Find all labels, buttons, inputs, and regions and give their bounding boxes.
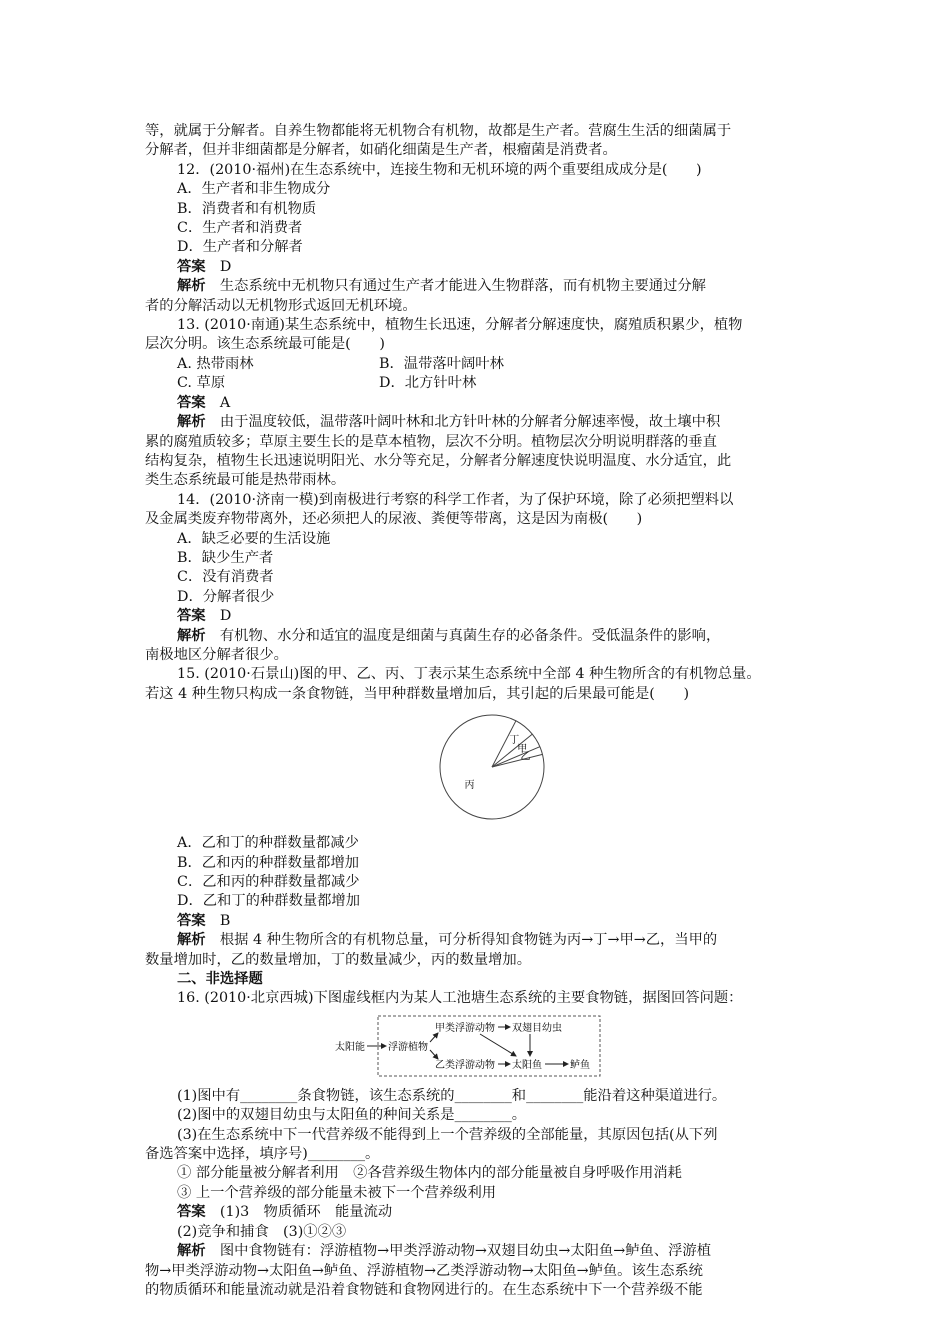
q14-option-b: B．缺少生产者 — [177, 549, 274, 566]
q12-explanation-cont: 者的分解活动以无机物形式返回无机环境。 — [145, 297, 417, 314]
food-chain-diagram — [335, 1013, 605, 1083]
q15-explanation — [145, 931, 813, 950]
answer-value: A — [205, 394, 231, 411]
q12-answer — [145, 258, 813, 277]
q14-answer — [145, 607, 813, 626]
q16-answer-cont: (2)竞争和捕食 (3)①②③ — [177, 1223, 347, 1240]
q13-explanation-cont-3: 类生态系统最可能是热带雨林。 — [145, 472, 346, 489]
node-sunfish: 太阳鱼 — [512, 1059, 542, 1071]
q14-explanation — [145, 627, 813, 646]
q12-option-b: B．消费者和有机物质 — [177, 200, 317, 217]
answer-value: D — [205, 258, 232, 275]
q16-answer — [145, 1203, 813, 1222]
explanation-text: 有机物、水分和适宜的温度是细菌与真菌生存的必备条件。受低温条件的影响， — [205, 627, 721, 644]
intro-line-1: 等，就属于分解者。自养生物都能将无机物合有机物，故都是生产者。营腐生生活的细菌属于 — [145, 123, 732, 139]
q15-option-b: B．乙和丙的种群数量都增加 — [177, 854, 360, 871]
explanation-label: 解析 — [177, 1243, 206, 1260]
explanation-text: 由于温度较低，温带落叶阔叶林和北方针叶林的分解者分解速率慢，故土壤中积 — [205, 414, 721, 431]
answer-label: 答案 — [177, 394, 206, 411]
q14-stem-2: 及金属类废弃物带离外，还必须把人的尿液、粪便等带离，这是因为南极( ) — [145, 511, 643, 528]
q16-sub-3b: 备选答案中选择，填序号)________。 — [145, 1146, 380, 1163]
arrow-phyto-zooA — [430, 1033, 438, 1042]
explanation-text: 生态系统中无机物只有通过生产者才能进入生物群落，而有机物主要通过分解 — [205, 278, 706, 295]
answer-value: (1)3 物质循环 能量流动 — [205, 1204, 393, 1221]
answer-label: 答案 — [177, 912, 206, 929]
q13-stem-2: 层次分明。该生态系统最可能是( ) — [145, 336, 385, 353]
q16-explanation-cont-1: 物→甲类浮游动物→太阳鱼→鲈鱼、浮游植物→乙类浮游动物→太阳鱼→鲈鱼。该生态系统 — [145, 1262, 703, 1279]
q12-option-a: A．生产者和非生物成分 — [177, 181, 331, 198]
q16-stem: 16. (2010·北京西城)下图虚线框内为某人工池塘生态系统的主要食物链，据图回答问题： — [177, 990, 743, 1007]
q14-option-c: C．没有消费者 — [177, 569, 274, 586]
document-page — [145, 122, 813, 1300]
pie-slice-label: 乙 — [520, 751, 531, 763]
food-chain-figure — [145, 1013, 813, 1083]
q13-stem-1: 13. (2010·南通)某生态系统中，植物生长迅速，分解者分解速度快，腐殖质积累少，植物 — [177, 317, 743, 334]
pie-slice-label: 丁 — [509, 735, 520, 747]
node-larva: 双翅目幼虫 — [512, 1022, 562, 1034]
explanation-label: 解析 — [177, 414, 206, 431]
q13-option-a: A. 热带雨林 — [177, 355, 254, 372]
q16-sub-2: (2)图中的双翅目幼虫与太阳鱼的种间关系是________。 — [177, 1107, 527, 1124]
explanation-text: 根据 4 种生物所含的有机物总量，可分析得知食物链为丙→丁→甲→乙，当甲的 — [205, 932, 718, 949]
q16-choices-1-2: ① 部分能量被分解者利用 ②各营养级生物体内的部分能量被自身呼吸作用消耗 — [177, 1165, 682, 1182]
explanation-label: 解析 — [177, 627, 206, 644]
answer-label: 答案 — [177, 1204, 206, 1221]
explanation-label: 解析 — [177, 932, 206, 949]
explanation-label: 解析 — [177, 278, 206, 295]
arrow-zooA-sunfish — [480, 1034, 516, 1056]
node-sun: 太阳能 — [335, 1041, 365, 1053]
q14-explanation-cont: 南极地区分解者很少。 — [145, 646, 288, 663]
q12-option-c: C．生产者和消费者 — [177, 220, 303, 237]
q16-choice-3: ③ 上一个营养级的部分能量未被下一个营养级利用 — [177, 1184, 497, 1201]
q13-options-row-2 — [145, 374, 813, 393]
explanation-text: 图中食物链有：浮游植物→甲类浮游动物→双翅目幼虫→太阳鱼→鲈鱼、浮游植 — [205, 1243, 712, 1260]
q12-explanation — [145, 277, 813, 296]
node-zooplankton-b: 乙类浮游动物 — [435, 1059, 495, 1071]
q13-option-d: D．北方针叶林 — [379, 375, 477, 392]
q15-option-c: C．乙和丙的种群数量都减少 — [177, 874, 360, 890]
q13-options-row-1 — [145, 355, 813, 374]
q15-option-a: A．乙和丁的种群数量都减少 — [177, 835, 359, 852]
intro-line-2: 分解者，但并非细菌都是分解者，如硝化细菌是生产者，根瘤菌是消费者。 — [145, 142, 617, 159]
q13-explanation-cont-2: 结构复杂，植物生长迅速说明阳光、水分等充足，分解者分解速度快说明温度、水分适宜，此 — [145, 452, 732, 469]
q14-stem-1: 14．(2010·济南一模)到南极进行考察的科学工作者，为了保护环境，除了必须把塑料以 — [177, 491, 734, 508]
node-perch: 鲈鱼 — [570, 1059, 590, 1071]
q13-option-b: B．温带落叶阔叶林 — [379, 355, 504, 372]
q15-stem-2: 若这 4 种生物只构成一条食物链，当甲种群数量增加后，其引起的后果最可能是( ) — [145, 685, 690, 702]
q15-option-d: D．乙和丁的种群数量都增加 — [177, 893, 361, 910]
q16-sub-3a: (3)在生态系统中下一代营养级不能得到上一个营养级的全部能量，其原因包括(从下列 — [177, 1126, 718, 1143]
q13-explanation-cont-1: 累的腐殖质较多；草原主要生长的是草本植物，层次不分明。植物层次分明说明群落的垂直 — [145, 433, 717, 450]
pie-slice-label: 丙 — [464, 780, 475, 792]
pie-chart-figure — [145, 706, 813, 830]
answer-value: B — [205, 912, 231, 929]
q16-explanation — [145, 1242, 813, 1261]
node-zooplankton-a: 甲类浮游动物 — [435, 1022, 495, 1034]
pie-slice-label: 甲 — [517, 744, 528, 756]
answer-label: 答案 — [177, 258, 206, 275]
q15-stem-1: 15. (2010·石景山)图的甲、乙、丙、丁表示某生态系统中全部 4 种生物所含的有机物总量。 — [177, 666, 761, 683]
q15-answer — [145, 912, 813, 931]
q12-option-d: D．生产者和分解者 — [177, 239, 303, 256]
q14-option-a: A．缺乏必要的生活设施 — [177, 530, 331, 547]
q15-explanation-cont: 数量增加时，乙的数量增加，丁的数量减少，丙的数量增加。 — [145, 951, 532, 968]
q16-explanation-cont-2: 的物质循环和能量流动就是沿着食物链和食物网进行的。在生态系统中下一个营养级不能 — [145, 1281, 703, 1298]
q13-answer — [145, 394, 813, 413]
arrow-phyto-zooB — [430, 1050, 438, 1059]
pie-chart — [434, 706, 554, 830]
answer-value: D — [205, 608, 232, 625]
q14-option-d: D．分解者很少 — [177, 588, 275, 605]
node-phytoplankton: 浮游植物 — [388, 1041, 428, 1053]
q13-explanation — [145, 413, 813, 432]
q16-sub-1: (1)图中有________条食物链，该生态系统的________和________能沿着这种渠道进行。 — [177, 1087, 727, 1104]
section-heading: 二、非选择题 — [177, 971, 263, 988]
q13-option-c: C. 草原 — [177, 375, 226, 392]
answer-label: 答案 — [177, 608, 206, 625]
q12-stem: 12．(2010·福州)在生态系统中，连接生物和无机环境的两个重要组成成分是( ) — [177, 161, 702, 178]
